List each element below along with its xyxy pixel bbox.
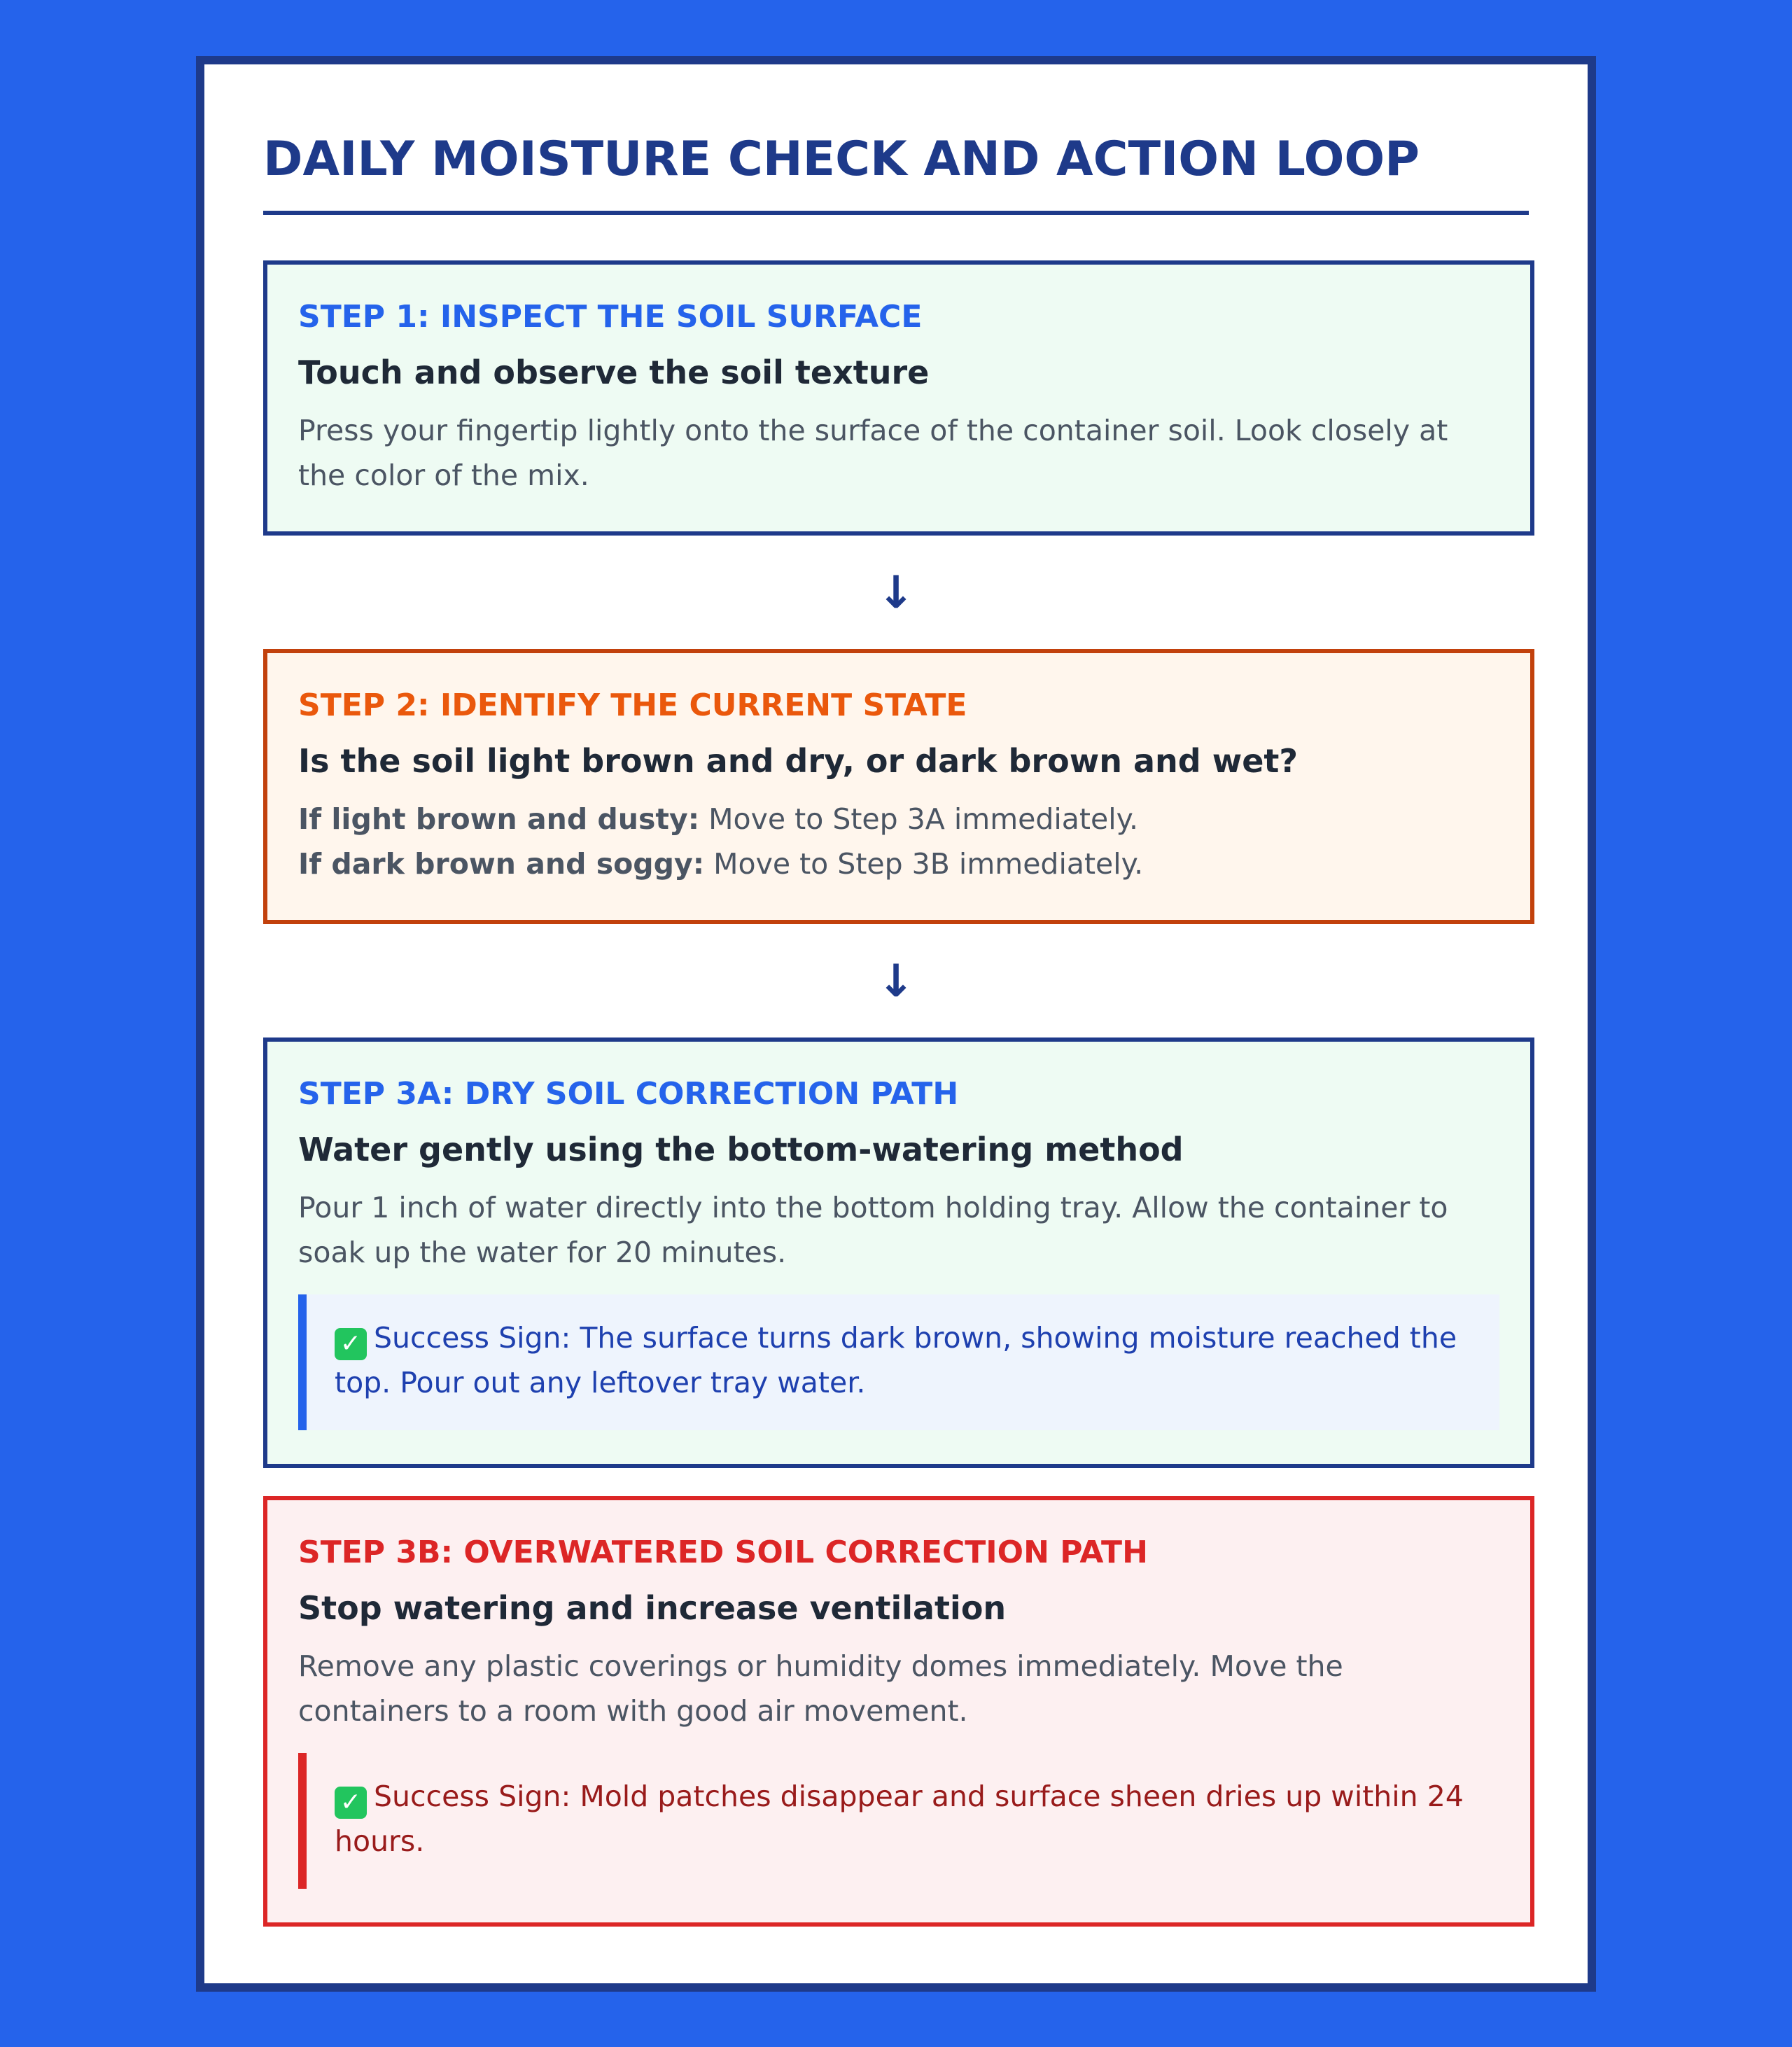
step-3b-body: Remove any plastic coverings or humidity domes immediately. Move the containers to a room with good air movement. xyxy=(298,1649,1343,1728)
step-1-box xyxy=(263,260,1534,536)
step-3b-success-callout xyxy=(298,1753,1499,1889)
step-2-heading: Is the soil light brown and dry, or dark brown and wet? xyxy=(298,741,1298,780)
option-dry-action: Move to Step 3A immediately. xyxy=(699,802,1139,836)
step-1-label: STEP 1: INSPECT THE SOIL SURFACE xyxy=(298,298,923,335)
step-3b-box xyxy=(263,1496,1534,1927)
step-2-option-dry xyxy=(298,797,1499,841)
step-3a-label: STEP 3A: DRY SOIL CORRECTION PATH xyxy=(298,1075,959,1112)
step-3a-success-callout xyxy=(298,1294,1499,1430)
step-2-label: STEP 2: IDENTIFY THE CURRENT STATE xyxy=(298,687,967,723)
step-3a-body: Pour 1 inch of water directly into the bottom holding tray. Allow the container to soak up the water for 20 minutes. xyxy=(298,1190,1448,1269)
step-2-box xyxy=(263,649,1534,924)
option-wet-condition: If dark brown and soggy: xyxy=(298,846,705,881)
step-1-heading: Touch and observe the soil texture xyxy=(298,353,930,391)
flow-card xyxy=(196,56,1596,1992)
step-3a-heading: Water gently using the bottom-watering method xyxy=(298,1130,1184,1168)
step-3b-success-text: Success Sign: Mold patches disappear and surface sheen dries up within 24 hours. xyxy=(335,1779,1464,1858)
title-divider xyxy=(263,211,1529,215)
step-2-options xyxy=(298,797,1499,886)
option-dry-condition: If light brown and dusty: xyxy=(298,802,700,836)
step-2-option-wet xyxy=(298,841,1499,886)
check-mark-icon: ✓ xyxy=(335,1787,367,1819)
step-1-body: Press your fingertip lightly onto the surface of the container soil. Look closely at the color of the mix. xyxy=(298,413,1448,492)
step-3a-box xyxy=(263,1038,1534,1468)
step-3b-heading: Stop watering and increase ventilation xyxy=(298,1588,1007,1627)
arrow-down-icon: ↓ xyxy=(877,566,915,619)
check-mark-icon: ✓ xyxy=(335,1328,367,1360)
step-3a-success-text: Success Sign: The surface turns dark brown, showing moisture reached the top. Pour out any leftover tray water. xyxy=(335,1320,1457,1399)
arrow-down-icon: ↓ xyxy=(877,955,915,1007)
step-3b-label: STEP 3B: OVERWATERED SOIL CORRECTION PATH xyxy=(298,1534,1148,1570)
page-title: DAILY MOISTURE CHECK AND ACTION LOOP xyxy=(263,132,1420,187)
option-wet-action: Move to Step 3B immediately. xyxy=(704,846,1144,881)
